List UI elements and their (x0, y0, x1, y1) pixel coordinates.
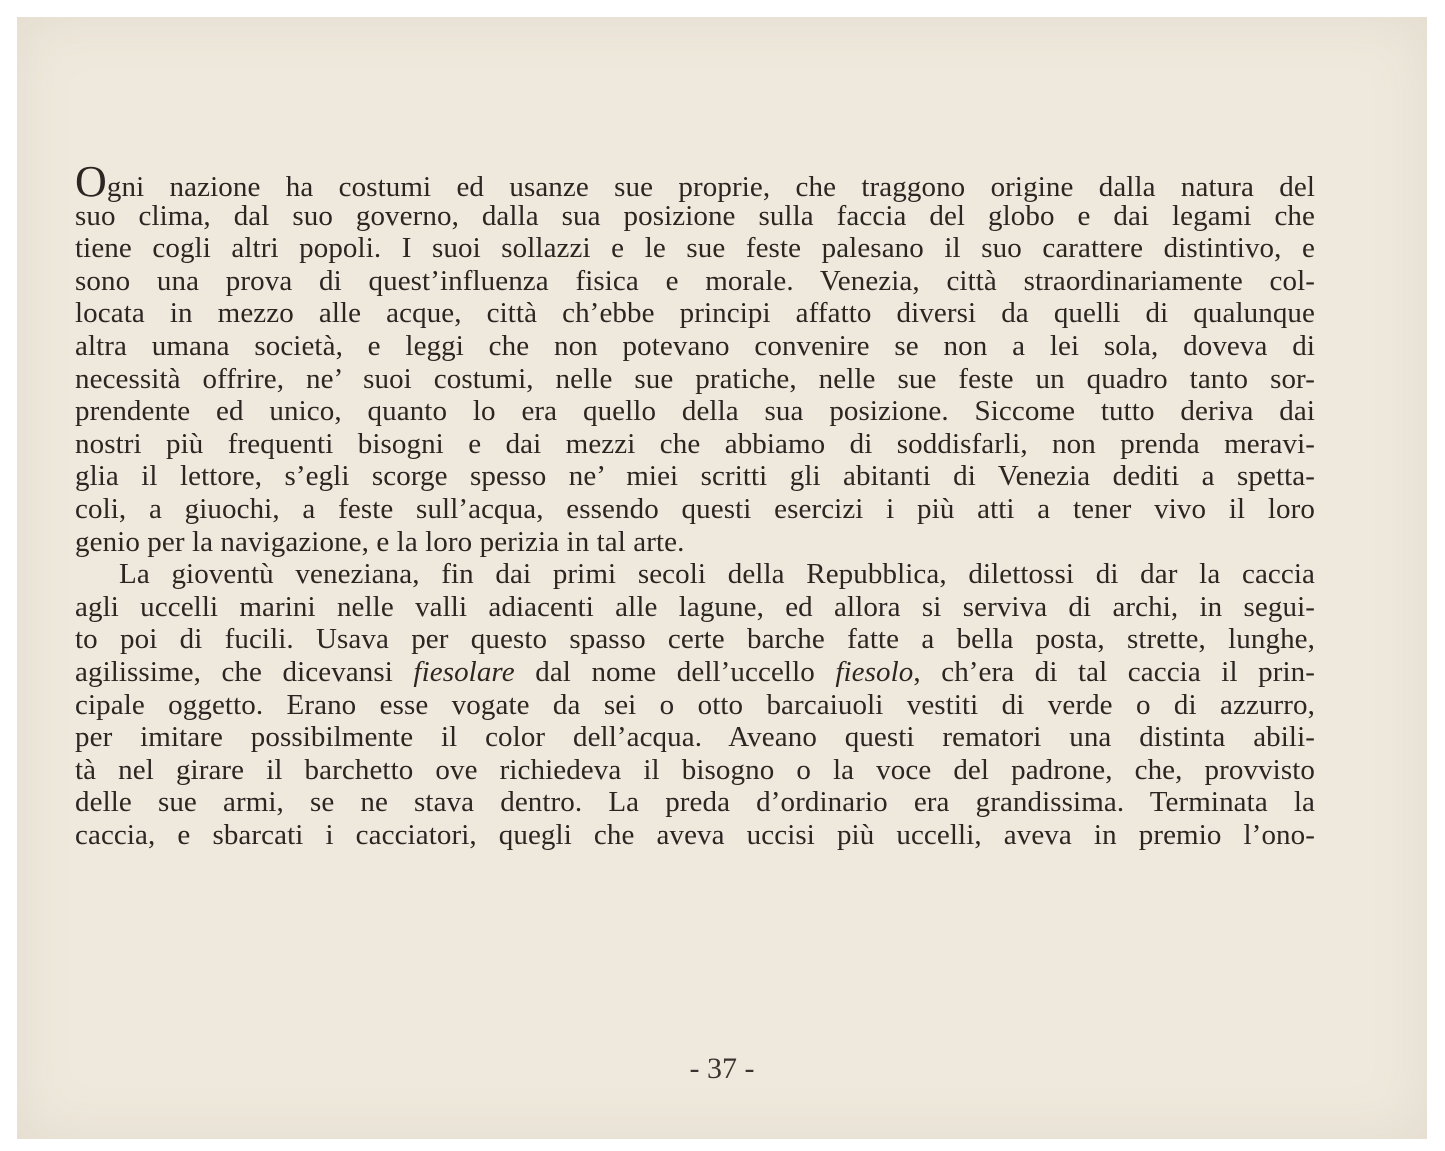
line-text-a: agilissime, che dicevansi (75, 655, 414, 688)
paragraph-2-line-3: to poi di fucili. Usava per questo spasso certe barche fatte a bella posta, strette, lunghe, (75, 623, 1315, 656)
body-text (75, 157, 1315, 851)
italic-term-fiesolare: fiesolare (413, 655, 515, 688)
line-text: gni nazione ha costumi ed usanze sue proprie, che traggono origine dalla natura del (106, 171, 1315, 203)
paragraph-2-line-9: caccia, e sbarcati i cacciatori, quegli che aveva uccisi più uccelli, aveva in premio l’ono- (75, 818, 1315, 851)
italic-term-fiesolo: fiesolo (835, 655, 914, 688)
paragraph-1-line-8: prendente ed unico, quanto lo era quello della sua posizione. Siccome tutto deriva dai (75, 395, 1315, 428)
paragraph-1-line-10: glia il lettore, s’egli scorge spesso ne’ miei scritti gli abitanti di Venezia dediti a spetta- (75, 460, 1315, 493)
paragraph-2-line-7: tà nel girare il barchetto ove richiedeva il bisogno o la voce del padrone, che, provvisto (75, 753, 1315, 786)
paragraph-2-line-2: agli uccelli marini nelle valli adiacenti alle lagune, ed allora si serviva di archi, in segui- (75, 590, 1315, 623)
paragraph-1-line-3: tiene cogli altri popoli. I suoi sollazzi e le sue feste palesano il suo carattere distintivo, e (75, 232, 1315, 265)
page-number: - 37 - (689, 1052, 755, 1085)
paragraph-1-line-1 (75, 157, 1315, 206)
paragraph-2-line-8: delle sue armi, se ne stava dentro. La preda d’ordinario era grandissima. Terminata la (75, 786, 1315, 819)
paragraph-1-line-2: suo clima, dal suo governo, dalla sua posizione sulla faccia del globo e dai legami che (75, 199, 1315, 232)
paragraph-2-line-1: La gioventù veneziana, fin dai primi secoli della Repubblica, dilettossi di dar la caccia (119, 558, 1315, 591)
paragraph-2-line-4 (75, 656, 1315, 689)
paragraph-2-line-6: per imitare possibilmente il color dell’acqua. Aveano questi rematori una distinta abili- (75, 721, 1315, 754)
paragraph-1-line-6: altra umana società, e leggi che non potevano convenire se non a lei sola, doveva di (75, 329, 1315, 362)
paragraph-1-line-12: genio per la navigazione, e la loro perizia in tal arte. (75, 525, 685, 558)
paragraph-1-line-7: necessità offrire, ne’ suoi costumi, nelle sue pratiche, nelle sue feste un quadro tanto sor- (75, 362, 1315, 395)
paragraph-1-line-5: locata in mezzo alle acque, città ch’ebbe principi affatto diversi da quelli di qualunque (75, 297, 1315, 330)
paragraph-1-line-4: sono una prova di quest’influenza fisica e morale. Venezia, città straordinariamente col- (75, 264, 1315, 297)
paragraph-1-line-9: nostri più frequenti bisogni e dai mezzi che abbiamo di soddisfarli, non prenda meravi- (75, 427, 1315, 460)
line-text-c: , ch’era di tal caccia il prin- (913, 655, 1315, 688)
line-text-b: dal nome dell’uccello (514, 655, 836, 688)
paragraph-2-line-5: cipale oggetto. Erano esse vogate da sei o otto barcaiuoli vestiti di verde o di azzurro, (75, 688, 1315, 721)
drop-cap-letter: O (75, 157, 107, 206)
book-page (17, 17, 1427, 1139)
paragraph-1-line-11: coli, a giuochi, a feste sull’acqua, essendo questi esercizi i più atti a tener vivo il loro (75, 492, 1315, 525)
